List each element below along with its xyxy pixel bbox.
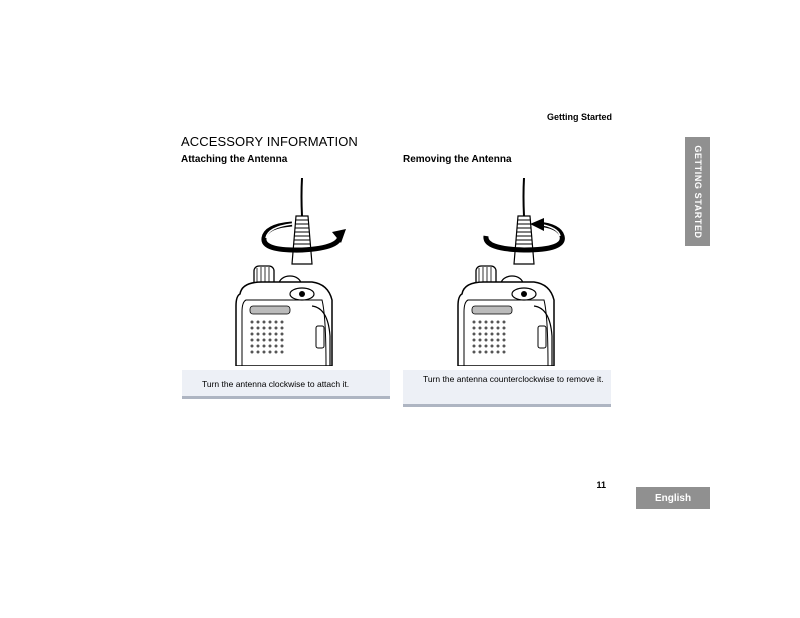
- attach-antenna-illustration: [232, 176, 350, 366]
- page-title: ACCESSORY INFORMATION: [181, 134, 358, 149]
- language-tab[interactable]: English: [636, 487, 710, 509]
- remove-antenna-illustration: [454, 176, 572, 366]
- attach-antenna-heading: Attaching the Antenna: [181, 154, 288, 165]
- getting-started-side-tab[interactable]: [685, 137, 710, 246]
- running-header: Getting Started: [546, 112, 612, 122]
- page-number: 11: [596, 480, 606, 490]
- attach-antenna-caption: Turn the antenna clockwise to attach it.: [182, 370, 390, 399]
- remove-antenna-heading: Removing the Antenna: [403, 154, 512, 165]
- side-tab-label: GETTING STARTED: [692, 144, 703, 239]
- remove-antenna-caption: Turn the antenna counterclockwise to remove it.: [403, 370, 611, 407]
